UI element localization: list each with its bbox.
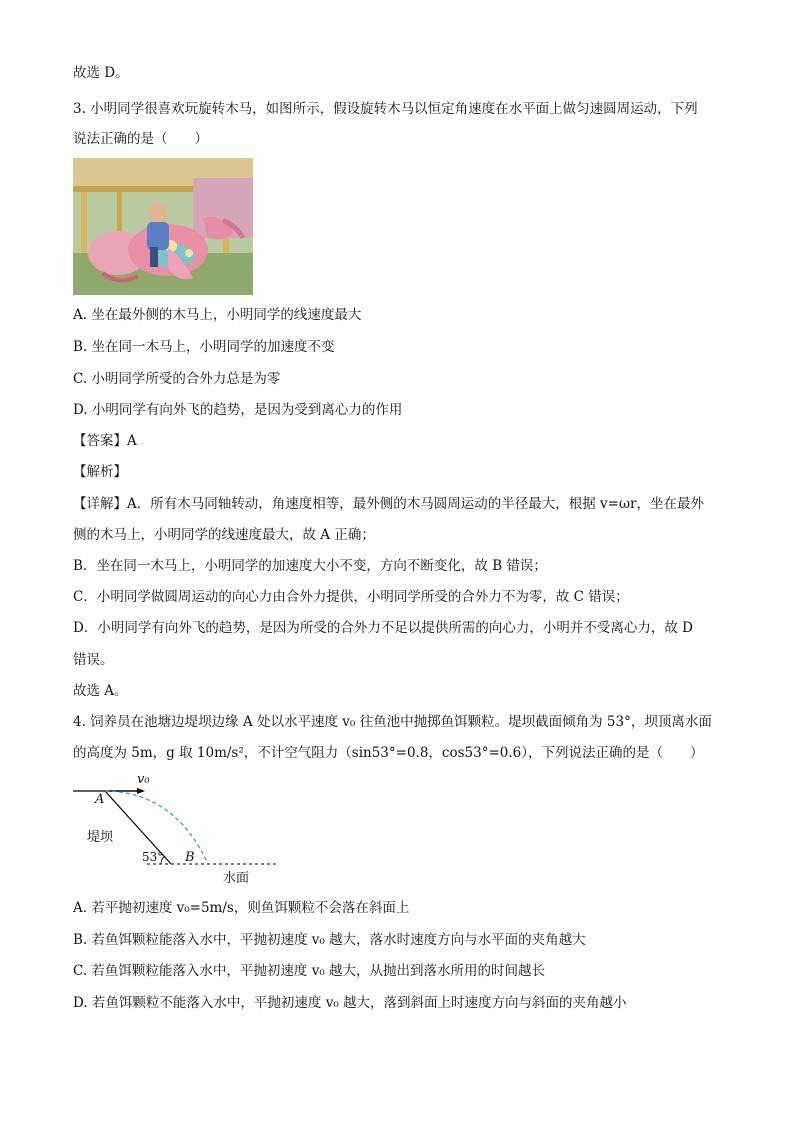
- question-3-option-c: C. 小明同学所受的合外力总是为零: [73, 371, 281, 387]
- detail-line: B．坐在同一木马上，小明同学的加速度大小不变，方向不断变化，故 B 错误；: [73, 558, 547, 574]
- answer-label: 【答案】A: [73, 433, 137, 449]
- question-4-option-d: D. 若鱼饵颗粒不能落入水中，平抛初速度 v₀ 越大，落到斜面上时速度方向与斜面的夹角越小: [73, 995, 627, 1011]
- question-4-stem: 4. 饲养员在池塘边堤坝边缘 A 处以水平速度 v₀ 往鱼池中抛掷鱼饵颗粒。堤坝截面倾角为 53°，坝顶离水面: [73, 714, 712, 730]
- dam-label: 堤坝: [87, 830, 114, 845]
- question-4-stem-cont: 的高度为 5m，g 取 10m/s²，不计空气阻力（sin53°=0.8，cos53°=0.6），下列说法正确的是（ ）: [73, 745, 704, 761]
- detail-line: 【详解】A．所有木马同轴转动，角速度相等，最外侧的木马圆周运动的半径最大，根据 v=ωr，坐在最外: [73, 496, 704, 512]
- question-4-option-c: C. 若鱼饵颗粒能落入水中，平抛初速度 v₀ 越大，从抛出到落水所用的时间越长: [73, 963, 546, 979]
- question-4-option-b: B. 若鱼饵颗粒能落入水中，平抛初速度 v₀ 越大，落水时速度方向与水平面的夹角越大: [73, 932, 586, 948]
- detail-line: C．小明同学做圆周运动的向心力由合外力提供，小明同学所受的合外力不为零，故 C 错误；: [73, 589, 629, 605]
- text-line: 故选 A。: [73, 683, 128, 699]
- v0-label: v₀: [137, 772, 150, 787]
- detail-line: 错误。: [73, 652, 114, 668]
- question-3-option-a: A. 坐在最外侧的木马上，小明同学的线速度最大: [73, 307, 362, 323]
- point-b-label: B: [185, 850, 195, 865]
- question-3-stem-cont: 说法正确的是（ ）: [73, 131, 208, 147]
- angle-label: 53°: [142, 850, 164, 864]
- analysis-label: 【解析】: [73, 464, 127, 480]
- detail-line: D．小明同学有向外飞的趋势，是因为所受的合外力不足以提供所需的向心力，小明并不受离心力，故 D: [73, 620, 693, 636]
- carousel-photo: [73, 158, 253, 295]
- point-a-label: A: [95, 792, 105, 807]
- water-label: 水面: [223, 871, 250, 886]
- question-3-option-d: D. 小明同学有向外飞的趋势，是因为受到离心力的作用: [73, 402, 403, 418]
- detail-line: 侧的木马上，小明同学的线速度最大，故 A 正确；: [73, 527, 375, 543]
- text-line: 故选 D。: [73, 65, 129, 81]
- question-3-option-b: B. 坐在同一木马上，小明同学的加速度不变: [73, 339, 335, 355]
- question-4-option-a: A. 若平抛初速度 v₀=5m/s，则鱼饵颗粒不会落在斜面上: [73, 900, 410, 916]
- projectile-diagram: [65, 772, 285, 884]
- question-3-stem: 3. 小明同学很喜欢玩旋转木马，如图所示，假设旋转木马以恒定角速度在水平面上做匀速圆周运动，下列: [73, 101, 698, 117]
